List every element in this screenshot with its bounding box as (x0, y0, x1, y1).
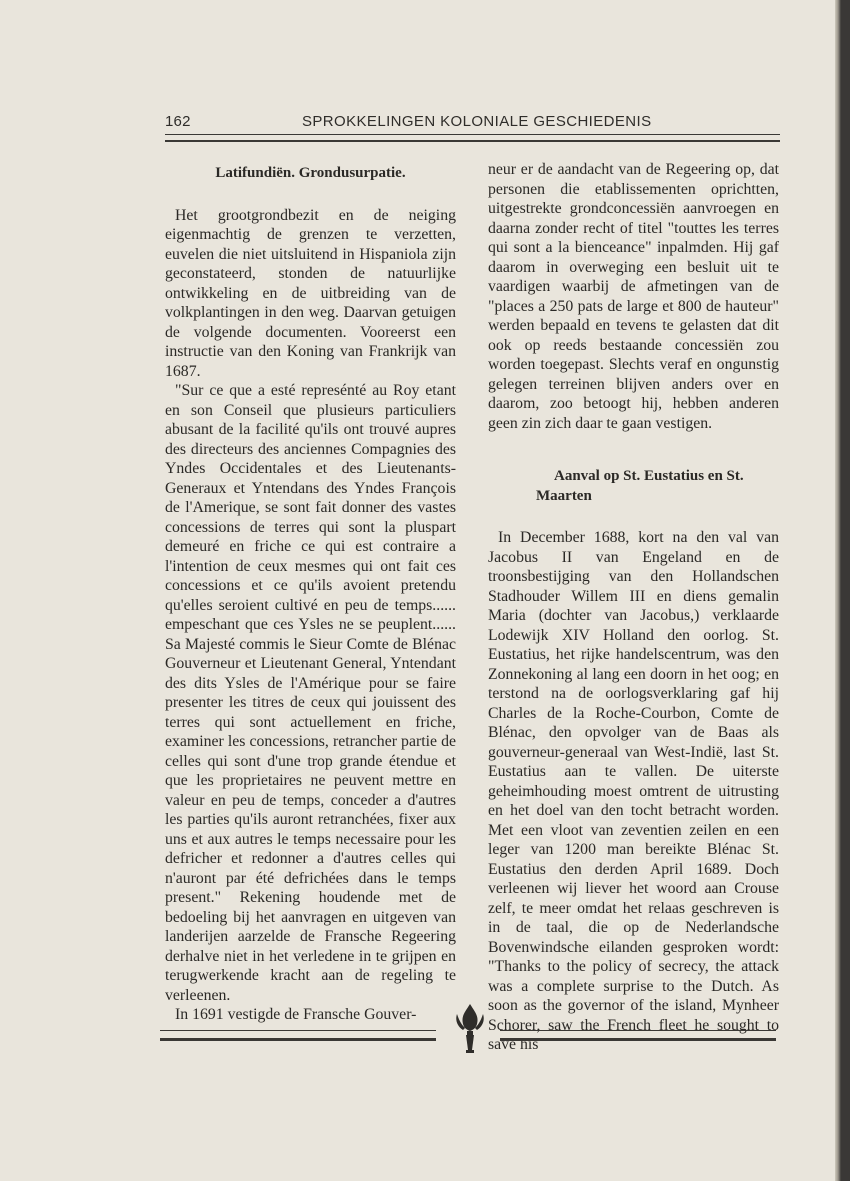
header-rule (165, 134, 780, 142)
footer-ornament (160, 1000, 780, 1060)
paragraph-continued: neur er de aandacht van de Regeering op, dat personen die etablissementen oprichtten, uitgestrekte grondconcessiën aanvroegen en daarna zonder recht of titel "touttes les terres qui sont a la bienceance" inpalmden. Hij gaf daarom in overweging een besluit uit te vaardigen waarbij de afmetingen van de "places a 250 pats de large et 800 de hauteur" werden bepaald en tevens te gelasten dat dit ook op reeds bestaande concessiën zou worden toegepast. Slechts veraf en ongunstig gelegen terreinen blijven anders over en daarom, zoo betoogt hij, hebben anderen geen zin zich daar te gaan vestigen. (488, 161, 779, 432)
page-number: 162 (165, 113, 191, 130)
footer-rule-right (500, 1030, 776, 1041)
paragraph: Het grootgrondbezit en de neiging eigenmachtig de grenzen te verzetten, euvelen die niet uitsluitend in Hispaniola zijn geconstateerd, stonden de natuurlijke ontwikkeling en de uitbreiding van de volkplantingen in den weg. Daarvan getuigen de volgende documenten. Vooreerst een instructie van den Koning van Frankrijk van 1687. (165, 206, 456, 380)
left-column (165, 160, 456, 1025)
running-title: SPROKKELINGEN KOLONIALE GESCHIEDENIS (302, 113, 652, 130)
section-heading-latifundien: Latifundiën. Grondusurpatie. (215, 165, 406, 181)
paragraph: In December 1688, kort na den val van Jacobus II van Engeland en de troonsbestijging van den Hollandschen Stadhouder Willem III en diens gemalin Maria (dochter van Jacobus,) verklaarde Lodewijk XIV Holland den oorlog. St. Eustatius, het rijke handelscentrum, was den Zonnekoning al lang een doorn in het oog; en terstond na de oorlogsverklaring gaf hij Charles de la Roche-Courbon, Comte de Blénac, den opvolger van de Baas als gouverneur-generaal van West-Indië, last St. Eustatius aan te vallen. De uiterste geheimhouding moest omtrent de uitrusting en het doel van den tocht betracht worden. Met een vloot van zeventien zeilen en een leger van 1200 man bereikte Blénac St. Eustatius den derden April 1689. Doch verleenen wij liever het woord aan Crouse zelf, te meer omdat het relaas geschreven is in de taal, die op de Nederlandsche Bovenwindsche eilanden gesproken wordt: "Thanks to the policy of secrecy, the attack was a complete surprise to the Dutch. As soon as the governor of the island, Mynheer Schorer, saw the French fleet he sought to save his (488, 529, 779, 1053)
page-edge-shadow (835, 0, 850, 1181)
section-heading-aanval: Aanval op St. Eustatius en St. Maarten (536, 468, 744, 504)
paragraph: In 1691 vestigde de Fransche Gouver- (175, 1006, 417, 1023)
torch-ornament-icon (447, 1000, 493, 1056)
paragraph: "Sur ce que a esté represénté au Roy etant en son Conseil que plusieurs particuliers abusant de la facilité qu'ils ont trouvé aupres des directeurs des anciennes Compagnies des Yndes Occidentales et des Lieutenants-Generaux et Yntendans des Yndes François de l'Amerique, se sont fait donner des vastes concessions de terres qui sont la pluspart demeuré en friche ce qui est contraire a l'intention de ceux mesmes qui ont fait ces concessions et ce qu'ils avoient pretendu qu'elles seroient cultivé en peu de temps...... empeschant que ces Ysles ne se peuplent...... Sa Majesté commis le Sieur Comte de Blénac Gouverneur et Lieutenant General, Yntendant des dits Ysles de l'Amérique pour se faire presenter les titres de ceux qui jouissent des terres qui sont actuellement en friche, examiner les concessions, retrancher partie de celles qui sont d'une trop grande étendue et que les proprietaires ne peuvent mettre en valeur en peu de temps, conceder a d'autres les parties qu'ils auront retranchées, fixer aux uns et aux autres le temps necessaire pour les defricher et redonner a d'autres celles qui n'auront par été defrichées dans le temps present." Rekening houdende met de bedoeling bij het aanvragen en uitgeven van landerijen aarzelde de Fransche Regeering derhalve niet in het verledene in te grijpen en terugwerkende kracht aan de regeling te verleenen. (165, 382, 456, 1004)
right-column (488, 160, 779, 1055)
footer-rule-left (160, 1030, 436, 1041)
